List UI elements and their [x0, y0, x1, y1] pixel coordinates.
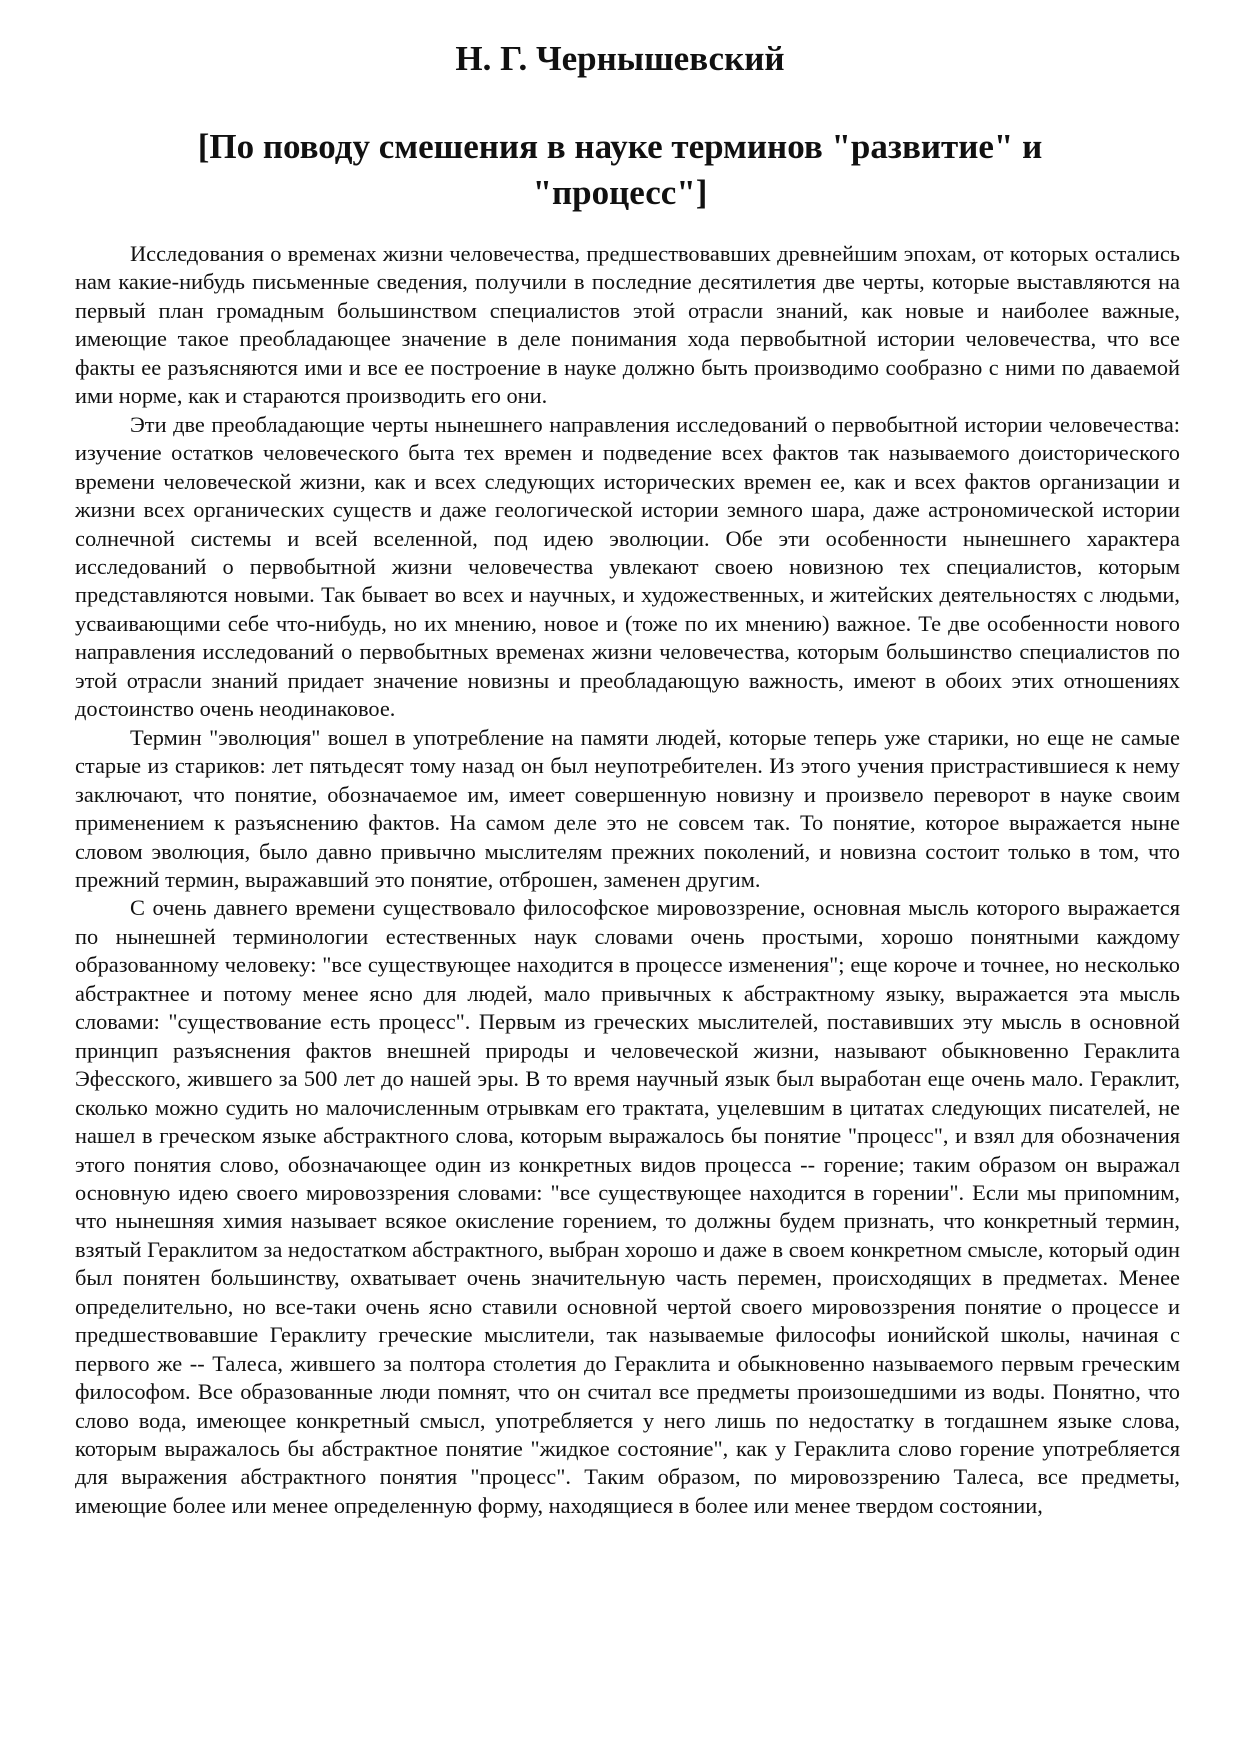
paragraph: Термин "эволюция" вошел в употребление на памяти людей, которые теперь уже старики, но еще не самые старые из стариков: лет пятьдесят тому назад он был неупотребителен. Из этого учения пристрастившиеся к нему заключают, что понятие, обозначаемое им, имеет совершенную новизну и произвело переворот в науке своим применением к разъяснению фактов. На самом деле это не совсем так. То понятие, которое выражается ныне словом эволюция, было давно привычно мыслителям прежних поколений, и новизна состоит только в том, что прежний термин, выражавший это понятие, отброшен, заменен другим.	[75, 724, 1180, 892]
document-title: [По поводу смешения в науке терминов "развитие" и "процесс"]	[197, 127, 1043, 212]
paragraph: С очень давнего времени существовало философское мировоззрение, основная мысль которого выражается по нынешней терминологии естественных наук словами очень простыми, хорошо понятными каждому образованному человеку: "все существующее находится в процессе изменения"; еще короче и точнее, но несколько абстрактнее и потому менее ясно для людей, мало привычных к абстрактному языку, выражается эта мысль словами: "существование есть процесс". Первым из греческих мыслителей, поставивших эту мысль в основной принцип разъяснения фактов внешней природы и человеческой жизни, называют обыкновенно Гераклита Эфесского, жившего за 500 лет до нашей эры. В то время научный язык был выработан еще очень мало. Гераклит, сколько можно судить но малочисленным отрывкам его трактата, уцелевшим в цитатах следующих писателей, не нашел в греческом языке абстрактного слова, которым выражалось бы понятие "процесс", и взял для обозначения этого понятия слово, обозначающее один из конкретных видов процесса -- горение; таким образом он выражал основную идею своего мировоззрения словами: "все существующее находится в горении". Если мы припомним, что нынешняя химия называет всякое окисление горением, то должны будем признать, что конкретный термин, взятый Гераклитом за недостатком абстрактного, выбран хорошо и даже в своем конкретном смысле, который один был понятен большинству, охватывает очень значительную часть перемен, происходящих в предметах. Менее определительно, но все-таки очень ясно ставили основной чертой своего мировоззрения понятие о процессе и предшествовавшие Гераклиту греческие мыслители, так называемые философы ионийской школы, начиная с первого же -- Талеса, жившего за полтора столетия до Гераклита и обыкновенно называемого первым греческим философом. Все образованные люди помнят, что он считал все предметы произошедшими из воды. Понятно, что слово вода, имеющее конкретный смысл, употребляется у него лишь по недостатку в тогдашнем языке слова, которым выражалось бы абстрактное понятие "жидкое состояние", как у Гераклита слово горение употребляется для выражения абстрактного понятия "процесс". Таким образом, по мировоззрению Талеса, все предметы, имеющие более или менее определенную форму, находящиеся в более или менее твердом состоянии,	[75, 895, 1180, 1518]
paragraph: Исследования о временах жизни человечества, предшествовавших древнейшим эпохам, от которых остались нам какие-нибудь письменные сведения, получили в последние десятилетия две черты, которые выставляются на первый план громадным большинством специалистов этой отрасли знаний, как новые и наиболее важные, имеющие такое преобладающее значение в деле понимания хода первобытной истории человечества, что все факты ее разъясняются ими и все ее построение в науке должно быть производимо сообразно с ними по даваемой ими норме, как и стараются производить его они.	[75, 241, 1180, 409]
body-text	[75, 240, 1180, 1520]
author-name: Н. Г. Чернышевский	[455, 39, 785, 78]
paragraph: Эти две преобладающие черты нынешнего направления исследований о первобытной истории человечества: изучение остатков человеческого быта тех времен и подведение всех фактов так называемого доисторического времени человеческой жизни, как и всех следующих исторических времен ее, как и всех фактов организации и жизни всех органических существ и даже геологической истории земного шара, даже астрономической истории солнечной системы и всей вселенной, под идею эволюции. Обе эти особенности нынешнего характера исследований о первобытной жизни человечества увлекают своею новизною тех специалистов, которым представляются новыми. Так бывает во всех и научных, и художественных, и житейских деятельностях с людьми, усваивающими себе что-нибудь, но их мнению, новое и (тоже по их мнению) важное. Те две особенности нового направления исследований о первобытных временах жизни человечества, которым большинство специалистов по этой отрасли знаний придает значение новизны и преобладающую важность, имеют в обоих этих отношениях достоинство очень неодинаковое.	[75, 411, 1180, 722]
